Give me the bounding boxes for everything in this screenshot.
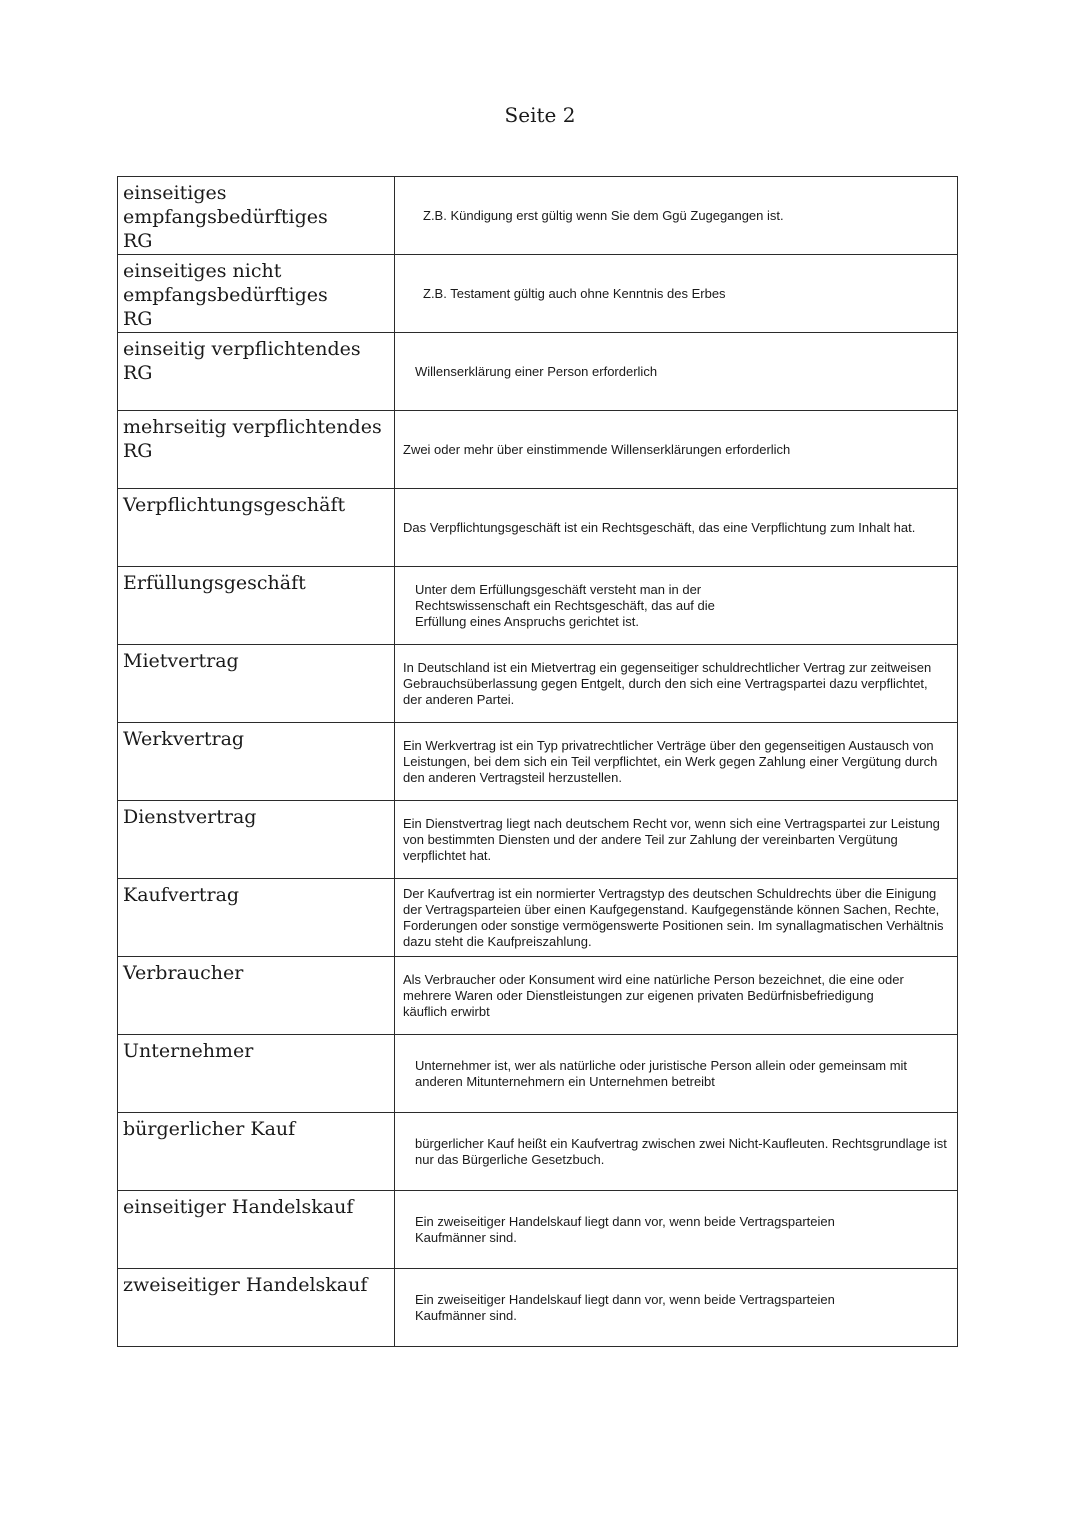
term-cell: einseitiges nicht empfangsbedürftiges RG (118, 255, 395, 333)
table-row (118, 177, 958, 255)
table-row (118, 567, 958, 645)
term-cell: Dienstvertrag (118, 801, 395, 879)
table-row (118, 645, 958, 723)
table-row (118, 879, 958, 957)
term-cell: Unternehmer (118, 1035, 395, 1113)
page-title: Seite 2 (504, 103, 576, 127)
term-cell: zweiseitiger Handelskauf (118, 1269, 395, 1347)
definition-cell: bürgerlicher Kauf heißt ein Kaufvertrag zwischen zwei Nicht-Kaufleuten. Rechtsgrundlage ist nur das Bürgerliche Gesetzbuch. (395, 1113, 958, 1191)
definition-cell: Z.B. Kündigung erst gültig wenn Sie dem Ggü Zugegangen ist. (395, 177, 958, 255)
table-row (118, 411, 958, 489)
definition-cell: In Deutschland ist ein Mietvertrag ein gegenseitiger schuldrechtlicher Vertrag zur zeitweisen Gebrauchsüberlassung gegen Entgelt, durch den sich eine Vertragspartei dazu verpflichtet, der anderen Partei. (395, 645, 958, 723)
definition-cell: Als Verbraucher oder Konsument wird eine natürliche Person bezeichnet, die eine oder mehrere Waren oder Dienstleistungen zur eigenen privaten Bedürfnisbefriedigung käuflich erwirbt (395, 957, 958, 1035)
table-row (118, 723, 958, 801)
table-row (118, 1269, 958, 1347)
table-row (118, 1113, 958, 1191)
table-row (118, 801, 958, 879)
term-cell: Verpflichtungsgeschäft (118, 489, 395, 567)
definition-cell: Z.B. Testament gültig auch ohne Kenntnis des Erbes (395, 255, 958, 333)
definition-cell: Ein Dienstvertrag liegt nach deutschem Recht vor, wenn sich eine Vertragspartei zur Leistung von bestimmten Diensten und der andere Teil zur Zahlung der vereinbarten Vergütung verpflichtet hat. (395, 801, 958, 879)
definition-cell: Unter dem Erfüllungsgeschäft versteht man in der Rechtswissenschaft ein Rechtsgeschäft, das auf die Erfüllung eines Anspruchs gerichtet ist. (395, 567, 958, 645)
definition-cell: Zwei oder mehr über einstimmende Willenserklärungen erforderlich (395, 411, 958, 489)
term-cell: einseitiger Handelskauf (118, 1191, 395, 1269)
definition-cell: Ein zweiseitiger Handelskauf liegt dann vor, wenn beide Vertragsparteien Kaufmänner sind. (395, 1191, 958, 1269)
table-row (118, 1035, 958, 1113)
term-cell: einseitig verpflichtendes RG (118, 333, 395, 411)
definition-cell: Das Verpflichtungsgeschäft ist ein Rechtsgeschäft, das eine Verpflichtung zum Inhalt hat. (395, 489, 958, 567)
definition-cell: Unternehmer ist, wer als natürliche oder juristische Person allein oder gemeinsam mit anderen Mitunternehmern ein Unternehmen betreibt (395, 1035, 958, 1113)
term-cell: Kaufvertrag (118, 879, 395, 957)
table-row (118, 489, 958, 567)
term-cell: einseitiges empfangsbedürftiges RG (118, 177, 395, 255)
table-row (118, 1191, 958, 1269)
term-cell: bürgerlicher Kauf (118, 1113, 395, 1191)
table-row (118, 957, 958, 1035)
definitions-table (117, 176, 958, 1347)
term-cell: Werkvertrag (118, 723, 395, 801)
definition-cell: Willenserklärung einer Person erforderlich (395, 333, 958, 411)
definition-cell: Ein zweiseitiger Handelskauf liegt dann vor, wenn beide Vertragsparteien Kaufmänner sind. (395, 1269, 958, 1347)
term-cell: Erfüllungsgeschäft (118, 567, 395, 645)
definition-cell: Ein Werkvertrag ist ein Typ privatrechtlicher Verträge über den gegenseitigen Austausch von Leistungen, bei dem sich ein Teil verpflichtet, ein Werk gegen Zahlung einer Vergütung durch den anderen Vertragsteil herzustellen. (395, 723, 958, 801)
table-row (118, 333, 958, 411)
term-cell: Mietvertrag (118, 645, 395, 723)
definition-cell: Der Kaufvertrag ist ein normierter Vertragstyp des deutschen Schuldrechts über die Einigung der Vertragsparteien über einen Kaufgegenstand. Kaufgegenstände können Sachen, Rechte, Forderungen oder sonstige vermögenswerte Positionen sein. Im synallagmatischen Verhältnis dazu steht die Kaufpreiszahlung. (395, 879, 958, 957)
table-row (118, 255, 958, 333)
term-cell: Verbraucher (118, 957, 395, 1035)
term-cell: mehrseitig verpflichtendes RG (118, 411, 395, 489)
